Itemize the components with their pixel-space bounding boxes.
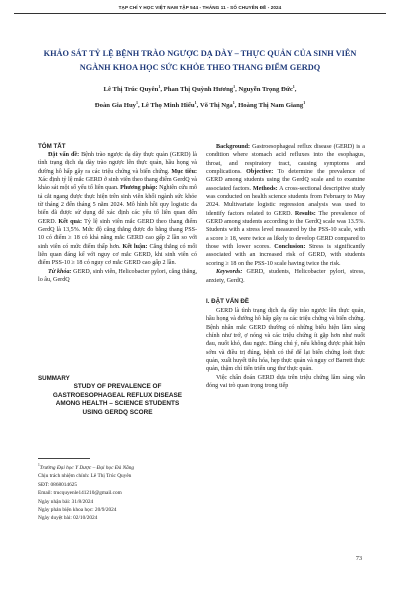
abstract-vi-body: Đặt vấn đề: Bệnh trào ngược dạ dày thực quản (GERD) là tình trạng dịch dạ dày trào ngược lên thực quản, hầu họng và đường hô hấp gây ra các triệu chứng và biến chứng. Mục tiêu: Xác định tỷ lệ mắc GERD ở sinh viên theo thang điểm GerdQ và khảo sát một số yếu tố liên quan. Phương pháp: Nghiên cứu mô tả cắt ngang được thực hiện trên sinh viên khối ngành sức khỏe từ tháng 2 đến tháng 5 năm 2024. Mô hình hồi quy logistic đa biến đã được sử dụng để xác định các yếu tố liên quan đến GERD. Kết quả: Tỷ lệ sinh viên mắc GERD theo thang điểm GerdQ là 13,5%. Mức độ căng thẳng được đo bằng thang PSS-10 có điểm ≥ 18 có khả năng mắc GERD cao gấp 2 lần so với sinh viên có mức điểm thấp hơn. Kết luận: Căng thẳng có mối liên quan đáng kể với nguy cơ mắc GERD, khi sinh viên có điểm PSS-10 ≥ 18 có nguy cơ mắc GERD cao gấp 2 lần. — [38, 152, 198, 267]
abstract-en — [206, 143, 365, 390]
intro-paragraph: Việc chẩn đoán GERD dựa trên triệu chứng lâm sàng vẫn đóng vai trò quan trọng trong tiếp — [206, 374, 365, 389]
page-number: 73 — [355, 556, 362, 562]
keywords-vi: Từ khóa: GERD, sinh viên, Helicobacter pylori, căng thẳng, lo âu, GerdQ — [38, 268, 197, 284]
abstract-heading: TÓM TẮT — [38, 143, 66, 150]
footnote-line: Ngày phản biện khoa học: 20/9/2024 — [38, 507, 117, 514]
author: Lê Thị Trúc Quyên$^1$, — [103, 84, 164, 94]
summary-section — [38, 375, 197, 417]
author: Đoàn Gia Huy$^1$, — [94, 100, 142, 110]
footnote-rule — [38, 458, 90, 459]
journal-header: TẠP CHÍ Y HỌC VIỆT NAM TẬP 544 - THÁNG 11 - SỐ CHUYÊN ĐỀ - 2024 — [118, 5, 282, 10]
author-list — [30, 80, 370, 112]
author: Hoàng Thị Nam Giang$^1$ — [238, 100, 306, 110]
author: Phan Thị Quỳnh Hương$^1$, — [163, 84, 239, 94]
author: Võ Thị Nga$^1$, — [199, 100, 239, 110]
footnote-line: Ngày nhận bài: 31/8/2024 — [38, 498, 94, 505]
footnote-line: Chịu trách nhiệm chính: Lê Thị Trúc Quyên — [38, 473, 132, 480]
author: Nguyễn Trọng Đức$^1$, — [238, 84, 297, 94]
intro-paragraph: GERD là tình trạng dịch dạ dày trào ngược lên thực quản, hầu họng và đường hô hấp gây ra các triệu chứng và biến chứng. Bệnh nhân mắc GERD thường có những biểu hiện lâm sàng chính như trớ, ợ nóng và các triệu chứng ít gặp hơn như nuốt đau, nuốt khó, đau ngực. Đáng chú ý, nếu không được phát hiện sớm và điều trị đúng, bệnh có thể để lại biến chứng loét thực quản, xuất huyết tiêu hóa, hẹp thực quản và nguy cơ Barrett thực quản, thậm chí tiến triển ung thư thực quản. — [206, 307, 365, 373]
article-title: KHẢO SÁT TỶ LỆ BỆNH TRÀO NGƯỢC DẠ DÀY – THỰC QUẢN CỦA SINH VIÊN NGÀNH KHOA HỌC SỨC KHỎE THEO THANG ĐIỂM GERDQ — [43, 49, 357, 72]
footnote: $^1$Trường Đại học Y Dược – Đại học Đà Nẵng Chịu trách nhiệm chính: Lê Thị Trúc Quyên SĐT: 0868014625 Email: trucquyenle141210@gmail.com Ngày nhận bài: 31/8/2024 Ngày phản biện khoa học: 20/9/2024 Ngày duyệt bài: 02/10/2024 — [38, 461, 197, 523]
summary-heading: SUMMARY — [38, 375, 70, 382]
abstract-vi — [38, 143, 197, 285]
english-title: STUDY OF PREVALENCE OF GASTROESOPHAGEAL REFLUX DISEASE AMONG HEALTH – SCIENCE STUDENTS USING GERDQ SCORE — [52, 383, 183, 416]
footnote-line: SĐT: 0868014625 — [38, 481, 78, 488]
affiliation: Trường Đại học Y Dược – Đại học Đà Nẵng — [39, 464, 135, 471]
footnote-line: Ngày duyệt bài: 02/10/2024 — [38, 515, 98, 522]
footnote-line: Email: trucquyenle141210@gmail.com — [38, 490, 122, 497]
abstract-en-body: Background: Gastroesophageal reflux disease (GERD) is a condition where stomach acid refluxes into the esophagus, throat, and respiratory tract, causing symptoms and complications. Objective: To determine the prevalence of GERD among students using the GerdQ scale and to examine associated factors. Methods: A cross-sectional descriptive study was conducted on health science students from February to May 2024. Multivariate logistic regression analysis was used to identify factors related to GERD. Results: The prevalence of GERD among students according to the GerdQ scale was 13.5%. Students with a stress level measured by the PSS-10 scale, with a score ≥ 18, were twice as likely to develop GERD compared to those with lower scores. Conclusion: Stress is significantly associated with an increased risk of GERD, with students scoring ≥ 18 on the PSS-10 scale having twice the risk. — [206, 144, 365, 267]
intro-heading: I. ĐẶT VẤN ĐỀ — [206, 297, 249, 305]
author: Lê Thọ Minh Hiếu$^1$, — [141, 100, 200, 110]
keywords-en: Keywords: GERD, students, Helicobacter pylori, stress, anxiety, GerdQ. — [206, 269, 365, 284]
header-rule — [14, 13, 386, 14]
